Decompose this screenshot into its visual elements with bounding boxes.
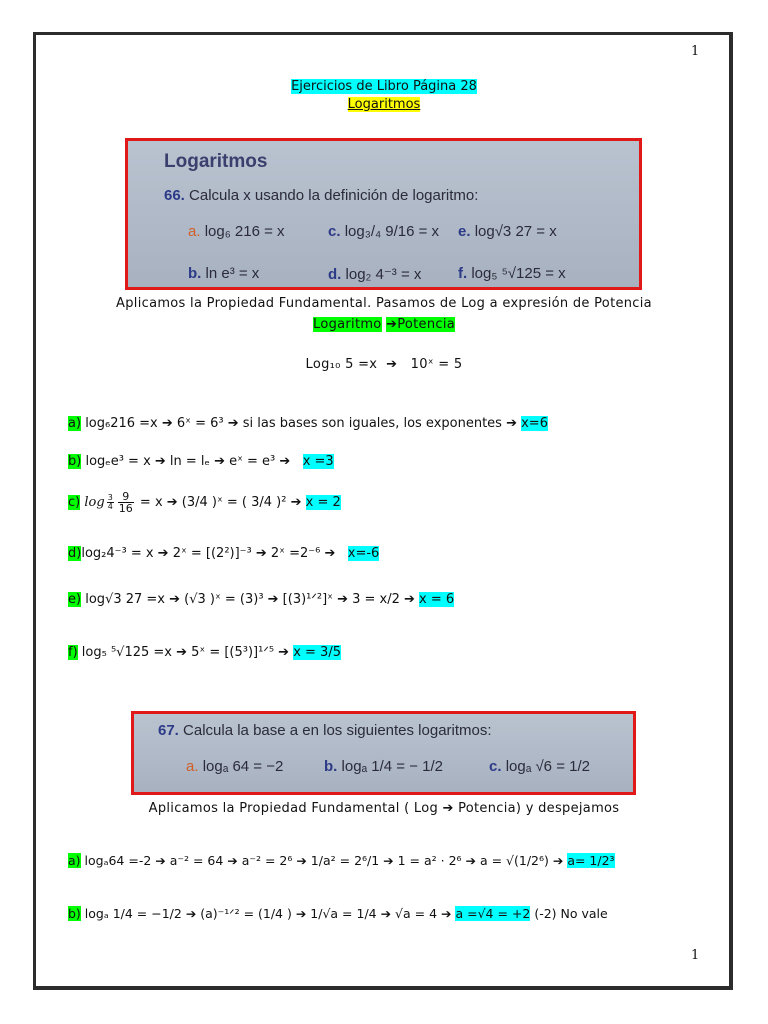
property-rule: Logaritmo ➔Potencia <box>313 317 455 332</box>
solution-67a: a) logₐ64 =-2 ➔ a⁻² = 64 ➔ a⁻² = 2⁶ ➔ 1/a² = 2⁶/1 ➔ 1 = a² · 2⁶ ➔ a = √(1/2⁶) ➔ a= 1/2³ <box>68 853 615 868</box>
ex66-item-c: c. log₃/₄ 9/16 = x <box>328 223 440 240</box>
textbook-photo-66 <box>125 138 642 290</box>
header-line2: Logaritmos <box>347 97 421 112</box>
ex66-item-a: a. log₆ 216 = x <box>188 223 285 240</box>
ex66-item-d: d. log₂ 4⁻³ = x <box>328 266 422 283</box>
page-number-bottom: 1 <box>691 948 700 963</box>
solution-66c: c) log $\frac{3}{4}$ $\frac{9}{16}$ = x ➔ (3/4 )ˣ = ( 3/4 )² ➔ x = 2 <box>68 490 341 515</box>
header-line1: Ejercicios de Libro Página 28 <box>291 79 477 94</box>
photo-title: Logaritmos <box>164 151 268 172</box>
solution-66b: b) logₑe³ = x ➔ ln = lₑ ➔ eˣ = e³ ➔ x =3 <box>68 454 334 469</box>
exercise-66-statement: 66. Calcula x usando la definición de logaritmo: <box>164 187 479 204</box>
solution-67b: b) logₐ 1/4 = −1/2 ➔ (a)⁻¹ᐟ² = (1/4 ) ➔ 1/√a = 1/4 ➔ √a = 4 ➔ a =√4 = +2 (-2) No vale <box>68 906 608 921</box>
solution-66a: a) log₆216 =x ➔ 6ˣ = 6³ ➔ si las bases son iguales, los exponentes ➔ x=6 <box>68 416 548 431</box>
ex66-item-f: f. log₅ ⁵√125 = x <box>458 265 566 282</box>
property-caption: Aplicamos la Propiedad Fundamental. Pasamos de Log a expresión de Potencia <box>116 296 652 311</box>
caption-67: Aplicamos la Propiedad Fundamental ( Log ➔ Potencia) y despejamos <box>148 801 620 816</box>
ex66-item-e: e. log√3 27 = x <box>458 223 557 240</box>
ex66-item-b: b. ln e³ = x <box>188 265 260 282</box>
ex67-item-a: a. logₐ 64 = −2 <box>186 758 284 775</box>
solution-66d: d)log₂4⁻³ = x ➔ 2ˣ = [(2²)]⁻³ ➔ 2ˣ =2⁻⁶ ➔ x=-6 <box>68 546 380 561</box>
ex67-item-b: b. logₐ 1/4 = − 1/2 <box>324 758 444 775</box>
property-example: Log₁₀ 5 =x ➔ 10ˣ = 5 <box>305 357 463 372</box>
textbook-photo-67 <box>131 711 636 795</box>
ex67-item-c: c. logₐ √6 = 1/2 <box>489 758 590 775</box>
page-number-top: 1 <box>691 44 700 59</box>
exercise-67-statement: 67. Calcula la base a en los siguientes logaritmos: <box>158 722 492 739</box>
solution-66f: f) log₅ ⁵√125 =x ➔ 5ˣ = [(5³)]¹ᐟ⁵ ➔ x = 3/5 <box>68 645 341 660</box>
solution-66e: e) log√3 27 =x ➔ (√3 )ˣ = (3)³ ➔ [(3)¹ᐟ²]ˣ ➔ 3 = x/2 ➔ x = 6 <box>68 592 455 607</box>
